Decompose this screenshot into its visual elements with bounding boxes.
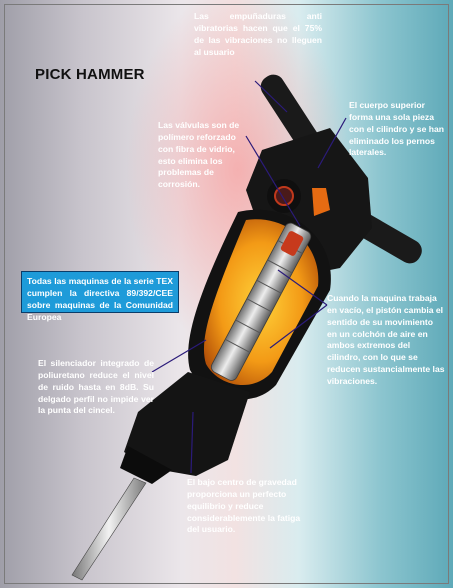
ce-compliance-box: Todas las maquinas de la serie TEX cumplen la directiva 89/392/CEE sobre maquinas de la Comunidad Europea [21, 271, 179, 313]
piston-note: Cuando la maquina trabaja en vacío, el pistón cambia el sentido de su movimiento en un colchón de aire en ambos extremos del cilindro, con lo que se reducen sustancialmente las vibraciones. [327, 293, 445, 387]
silencer-note: El silenciador integrado de poliuretano reduce el nivel de ruido hasta en 8dB. Su delgado perfil no impide ver la punta del cincel. [38, 358, 154, 416]
page-title: PICK HAMMER [35, 66, 145, 83]
handles-note: Las empuñaduras anti vibratorias hacen que el 75% de las vibraciones no lleguen al usuario [194, 11, 322, 57]
body-note: El cuerpo superior forma una sola pieza con el cilindro y se han eliminado los pernos laterales. [349, 100, 445, 158]
chisel [72, 478, 146, 580]
valves-note: Las válvulas son de polímero reforzado con fibra de vidrio, esto elimina los problemas de corrosión. [158, 120, 240, 190]
gravity-note: El bajo centro de gravedad proporciona un perfecto equilibrio y reduce considerablemente la fatiga del usuario. [187, 477, 301, 535]
